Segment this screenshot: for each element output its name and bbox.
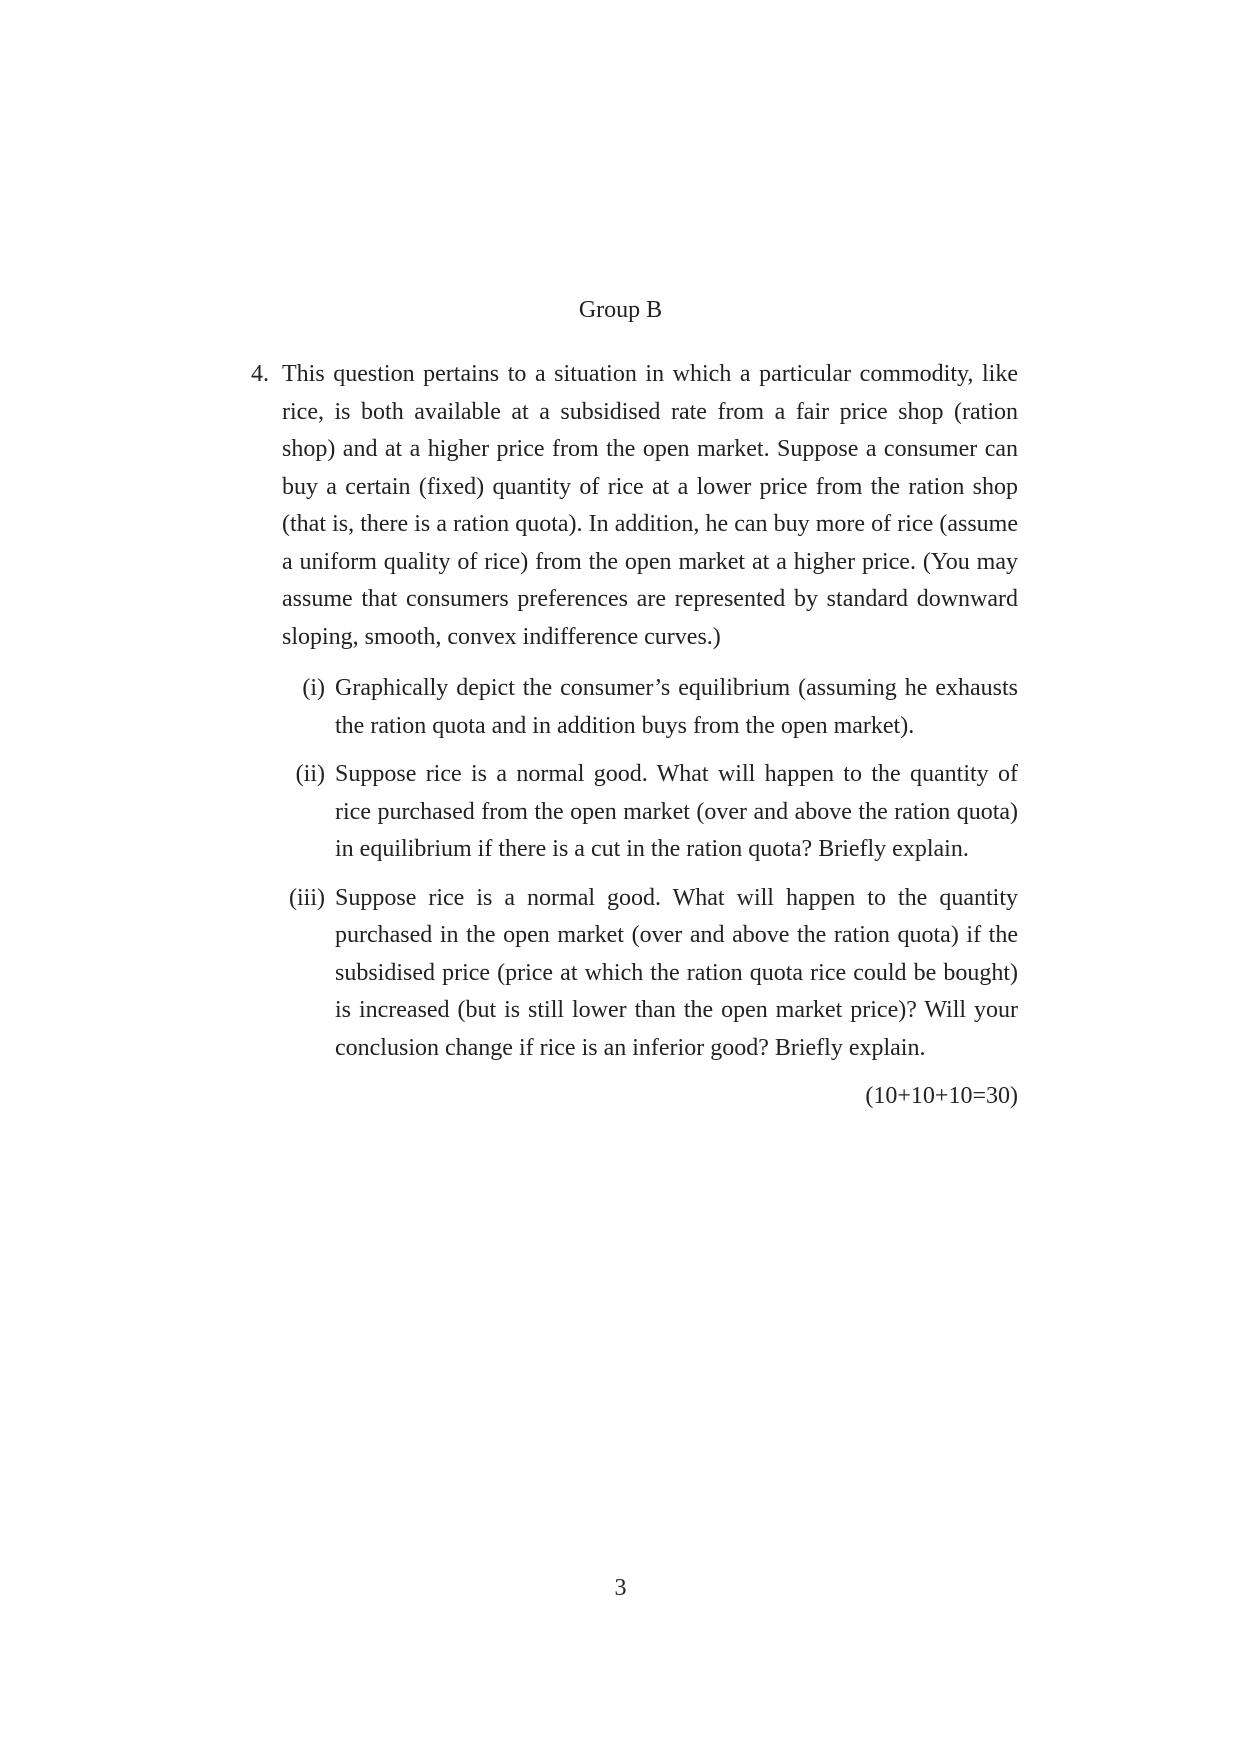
subpart-ii <box>295 756 1018 869</box>
subpart-text: Suppose rice is a normal good. What will happen to the quantity purchased in the open market (over and above the ration quota) if the subsidised price (price at which the ration quota rice could be bought) is increased (but is still lower than the open market price)? Will your conclusion change if rice is an inferior good? Briefly explain. <box>335 884 1018 1061</box>
subpart-text: Graphically depict the consumer’s equilibrium (assuming he exhausts the ration quota and in addition buys from the open market). <box>335 675 1018 739</box>
subpart-iii <box>289 880 1018 1068</box>
subpart-i <box>302 670 1018 745</box>
marks-allocation: (10+10+10=30) <box>865 1083 1018 1109</box>
subpart-label: (iii) <box>289 884 325 911</box>
question-4 <box>251 356 1018 1116</box>
question-text: This question pertains to a situation in which a particular commodity, like rice, is both available at a subsidised rate from a fair price shop (ration shop) and at a higher price from the open market. Suppose a consumer can buy a certain (fixed) quantity of rice at a lower price from the ration shop (that is, there is a ration quota). In addition, he can buy more of rice (assume a uniform quality of rice) from the open market at a higher price. (You may assume that consumers preferences are represented by standard downward sloping, smooth, convex indifference curves.) <box>282 361 1018 650</box>
group-title: Group B <box>578 297 663 323</box>
subpart-list <box>289 670 1018 1067</box>
subpart-text: Suppose rice is a normal good. What will happen to the quantity of rice purchased from the open market (over and above the ration quota) in equilibrium if there is a cut in the ration quota? Briefly explain. <box>335 761 1018 862</box>
subpart-label: (ii) <box>295 761 325 787</box>
page-number: 3 <box>614 1575 627 1601</box>
question-number: 4. <box>251 361 269 387</box>
subpart-label: (i) <box>302 675 325 701</box>
